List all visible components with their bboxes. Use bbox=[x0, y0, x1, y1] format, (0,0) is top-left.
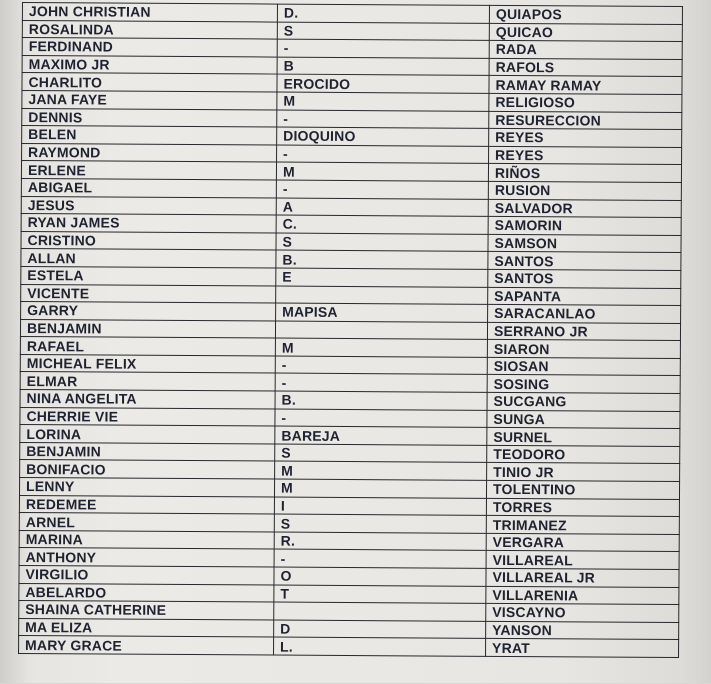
first-name-cell: RYAN JAMES bbox=[21, 214, 276, 233]
first-name-cell: ABELARDO bbox=[19, 583, 274, 602]
last-name-cell: SUCGANG bbox=[487, 392, 680, 411]
middle-name-cell: D bbox=[274, 620, 486, 639]
middle-name-cell: M bbox=[276, 162, 488, 181]
first-name-cell: BONIFACIO bbox=[20, 460, 275, 479]
first-name-cell: ROSALINDA bbox=[22, 20, 277, 39]
middle-name-cell: D. bbox=[277, 4, 489, 23]
last-name-cell: SALVADOR bbox=[488, 199, 681, 218]
last-name-cell: SIOSAN bbox=[487, 357, 680, 376]
first-name-cell: GARRY bbox=[21, 302, 276, 321]
middle-name-cell: - bbox=[275, 409, 487, 428]
middle-name-cell: M bbox=[277, 92, 489, 111]
last-name-cell: RAFOLS bbox=[489, 58, 682, 77]
last-name-cell: RUSION bbox=[488, 181, 681, 200]
middle-name-cell: B. bbox=[276, 250, 488, 269]
last-name-cell: YRAT bbox=[486, 639, 679, 658]
first-name-cell: MAXIMO JR bbox=[22, 55, 277, 74]
middle-name-cell: I bbox=[274, 497, 486, 516]
last-name-cell: VILLAREAL bbox=[486, 551, 679, 570]
middle-name-cell: A bbox=[276, 198, 488, 217]
last-name-cell: SERRANO JR bbox=[487, 322, 680, 341]
last-name-cell: QUIAPOS bbox=[489, 5, 682, 24]
first-name-cell: BENJAMIN bbox=[20, 442, 275, 461]
last-name-cell: TRIMANEZ bbox=[486, 516, 679, 535]
middle-name-cell bbox=[274, 602, 486, 621]
middle-name-cell: B bbox=[277, 57, 489, 76]
middle-name-cell: O bbox=[274, 567, 486, 586]
first-name-cell: REDEMEE bbox=[19, 495, 274, 514]
first-name-cell: JANA FAYE bbox=[22, 90, 277, 109]
last-name-cell: RESURECCION bbox=[489, 111, 682, 130]
last-name-cell: VISCAYNO bbox=[486, 604, 679, 623]
middle-name-cell: MAPISA bbox=[276, 303, 488, 322]
first-name-cell: ABIGAEL bbox=[21, 178, 276, 197]
last-name-cell: TOLENTINO bbox=[486, 480, 679, 499]
last-name-cell: VILLARENIA bbox=[486, 586, 679, 605]
middle-name-cell: - bbox=[277, 145, 489, 164]
last-name-cell: QUICAO bbox=[489, 23, 682, 42]
first-name-cell: MICHEAL FELIX bbox=[20, 354, 275, 373]
first-name-cell: RAYMOND bbox=[22, 143, 277, 162]
first-name-cell: NINA ANGELITA bbox=[20, 390, 275, 409]
name-list-sheet bbox=[18, 2, 691, 684]
first-name-cell: MARINA bbox=[19, 530, 274, 549]
middle-name-cell: S bbox=[277, 22, 489, 41]
first-name-cell: JESUS bbox=[21, 196, 276, 215]
last-name-cell: SAMSON bbox=[488, 234, 681, 253]
last-name-cell: RELIGIOSO bbox=[489, 93, 682, 112]
first-name-cell: ANTHONY bbox=[19, 548, 274, 567]
middle-name-cell: L. bbox=[274, 637, 486, 656]
middle-name-cell: S bbox=[275, 444, 487, 463]
name-table-body bbox=[19, 3, 683, 658]
first-name-cell: VIRGILIO bbox=[19, 565, 274, 584]
last-name-cell: VILLAREAL JR bbox=[486, 568, 679, 587]
middle-name-cell: S bbox=[274, 514, 486, 533]
last-name-cell: VERGARA bbox=[486, 533, 679, 552]
last-name-cell: TINIO JR bbox=[487, 463, 680, 482]
middle-name-cell: E bbox=[276, 268, 488, 287]
first-name-cell: FERDINAND bbox=[22, 38, 277, 57]
first-name-cell: MARY GRACE bbox=[19, 636, 274, 655]
first-name-cell: DENNIS bbox=[22, 108, 277, 127]
middle-name-cell: - bbox=[275, 374, 487, 393]
last-name-cell: SANTOS bbox=[488, 252, 681, 271]
first-name-cell: CHARLITO bbox=[22, 73, 277, 92]
middle-name-cell: - bbox=[276, 180, 488, 199]
middle-name-cell: DIOQUINO bbox=[277, 127, 489, 146]
first-name-cell: RAFAEL bbox=[20, 337, 275, 356]
middle-name-cell: - bbox=[275, 356, 487, 375]
first-name-cell: ERLENE bbox=[21, 161, 276, 180]
first-name-cell: ESTELA bbox=[21, 266, 276, 285]
first-name-cell: MA ELIZA bbox=[19, 618, 274, 637]
middle-name-cell: S bbox=[276, 233, 488, 252]
first-name-cell: VICENTE bbox=[21, 284, 276, 303]
first-name-cell: BELEN bbox=[22, 126, 277, 145]
last-name-cell: SOSING bbox=[487, 375, 680, 394]
last-name-cell: YANSON bbox=[486, 621, 679, 640]
middle-name-cell: M bbox=[275, 338, 487, 357]
first-name-cell: ALLAN bbox=[21, 249, 276, 268]
middle-name-cell bbox=[276, 286, 488, 305]
last-name-cell: RIÑOS bbox=[488, 164, 681, 183]
last-name-cell: TORRES bbox=[486, 498, 679, 517]
last-name-cell: SUNGA bbox=[487, 410, 680, 429]
middle-name-cell: M bbox=[274, 479, 486, 498]
last-name-cell: SANTOS bbox=[488, 269, 681, 288]
last-name-cell: SURNEL bbox=[487, 428, 680, 447]
first-name-cell: ARNEL bbox=[19, 513, 274, 532]
middle-name-cell bbox=[275, 321, 487, 340]
middle-name-cell: T bbox=[274, 585, 486, 604]
last-name-cell: SAPANTA bbox=[488, 287, 681, 306]
first-name-cell: CHERRIE VIE bbox=[20, 407, 275, 426]
last-name-cell: RAMAY RAMAY bbox=[489, 76, 682, 95]
first-name-cell: LENNY bbox=[19, 478, 274, 497]
last-name-cell: SARACANLAO bbox=[488, 304, 681, 323]
first-name-cell: CRISTINO bbox=[21, 231, 276, 250]
middle-name-cell: EROCIDO bbox=[277, 74, 489, 93]
table-row bbox=[19, 636, 679, 658]
first-name-cell: ELMAR bbox=[20, 372, 275, 391]
middle-name-cell: - bbox=[277, 110, 489, 129]
last-name-cell: REYES bbox=[489, 129, 682, 148]
last-name-cell: REYES bbox=[489, 146, 682, 165]
last-name-cell: SAMORIN bbox=[488, 216, 681, 235]
first-name-cell: BENJAMIN bbox=[20, 319, 275, 338]
last-name-cell: TEODORO bbox=[487, 445, 680, 464]
first-name-cell: SHAINA CATHERINE bbox=[19, 601, 274, 620]
name-table bbox=[18, 2, 683, 658]
middle-name-cell: M bbox=[275, 461, 487, 480]
middle-name-cell: R. bbox=[274, 532, 486, 551]
middle-name-cell: BAREJA bbox=[275, 426, 487, 445]
middle-name-cell: C. bbox=[276, 215, 488, 234]
first-name-cell: JOHN CHRISTIAN bbox=[22, 3, 277, 22]
middle-name-cell: - bbox=[274, 549, 486, 568]
last-name-cell: SIARON bbox=[487, 340, 680, 359]
middle-name-cell: - bbox=[277, 39, 489, 58]
last-name-cell: RADA bbox=[489, 41, 682, 60]
first-name-cell: LORINA bbox=[20, 425, 275, 444]
middle-name-cell: B. bbox=[275, 391, 487, 410]
